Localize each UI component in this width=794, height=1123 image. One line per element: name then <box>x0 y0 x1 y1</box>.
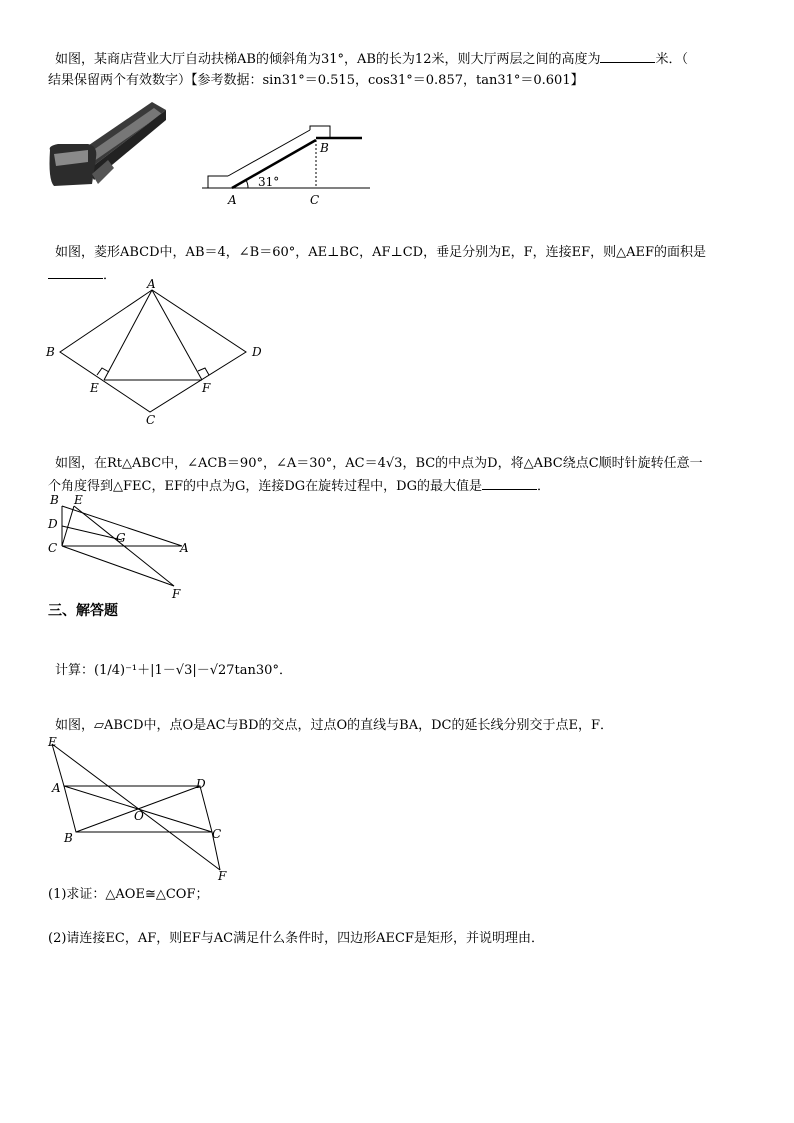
q2-text-line1: 如图，菱形ABCD中，AB＝4，∠B＝60°，AE⊥BC，AF⊥CD，垂足分别为E，F，连接EF，则△AEF的面积是 <box>55 245 707 260</box>
point-A-label: A <box>52 781 61 795</box>
point-F-label: F <box>172 587 181 601</box>
point-B-label: B <box>46 345 55 359</box>
point-D-label: D <box>196 777 206 791</box>
angle-label: 31° <box>258 175 280 189</box>
point-F-label: F <box>218 869 227 883</box>
parallelogram-diagram <box>44 734 244 884</box>
answer-blank[interactable] <box>482 475 537 490</box>
point-G-label: G <box>116 531 126 545</box>
q5-text-line1: 如图，▱ABCD中，点O是AC与BD的交点，过点O的直线与BA，DC的延长线分别交于点E，F． <box>55 718 613 733</box>
point-E-label: E <box>90 381 99 395</box>
point-E-label: E <box>48 735 57 749</box>
point-D-label: D <box>48 517 58 531</box>
q3-text-line1: 如图，在Rt△ABC中，∠ACB＝90°，∠A＝30°，AC＝4√3，BC的中点为D，将△ABC绕点C顺时针旋转任意一 <box>55 456 703 471</box>
q2-text-line2: ． <box>48 264 116 287</box>
point-B-label: B <box>64 831 73 845</box>
rhombus-diagram <box>44 278 274 430</box>
rotation-diagram <box>44 490 204 602</box>
point-C-label: C <box>48 541 58 555</box>
point-F-label: F <box>202 381 211 395</box>
escalator-photo <box>48 98 170 190</box>
answer-blank[interactable] <box>48 264 103 279</box>
point-O-label: O <box>134 809 144 823</box>
point-C-label: C <box>212 827 222 841</box>
point-C-label: C <box>146 413 156 427</box>
q5-part1: (1)求证：△AOE≅△COF； <box>48 887 209 902</box>
q1-text-line2: 结果保留两个有效数字）【参考数据：sin31°＝0.515，cos31°＝0.857，tan31°＝0.601】 <box>48 73 584 88</box>
point-B-label: B <box>320 141 329 155</box>
point-A-label: A <box>228 193 237 207</box>
rhombus-ABCD <box>60 290 246 412</box>
section-heading: 三、解答题 <box>48 603 118 619</box>
q4-text: 计算：(1/4)⁻¹＋|1－√3|－√27tan30°． <box>55 663 292 678</box>
point-A-label: A <box>180 541 189 555</box>
point-B-label: B <box>50 493 59 507</box>
answer-blank[interactable] <box>600 48 655 63</box>
point-C-label: C <box>310 193 320 207</box>
point-A-label: A <box>147 278 156 291</box>
escalator-diagram <box>200 120 380 212</box>
q5-part2: (2)请连接EC，AF，则EF与AC满足什么条件时，四边形AECF是矩形，并说明理由． <box>48 931 544 946</box>
point-E-label: E <box>74 493 83 507</box>
q1-text-line1: 如图，某商店营业大厅自动扶梯AB的倾斜角为31°，AB的长为12米，则大厅两层之间的高度为 米．（ <box>55 48 688 71</box>
q3-text-line2: 个角度得到△FEC，EF的中点为G，连接DG在旋转过程中，DG的最大值是 ． <box>48 475 550 498</box>
point-D-label: D <box>252 345 262 359</box>
